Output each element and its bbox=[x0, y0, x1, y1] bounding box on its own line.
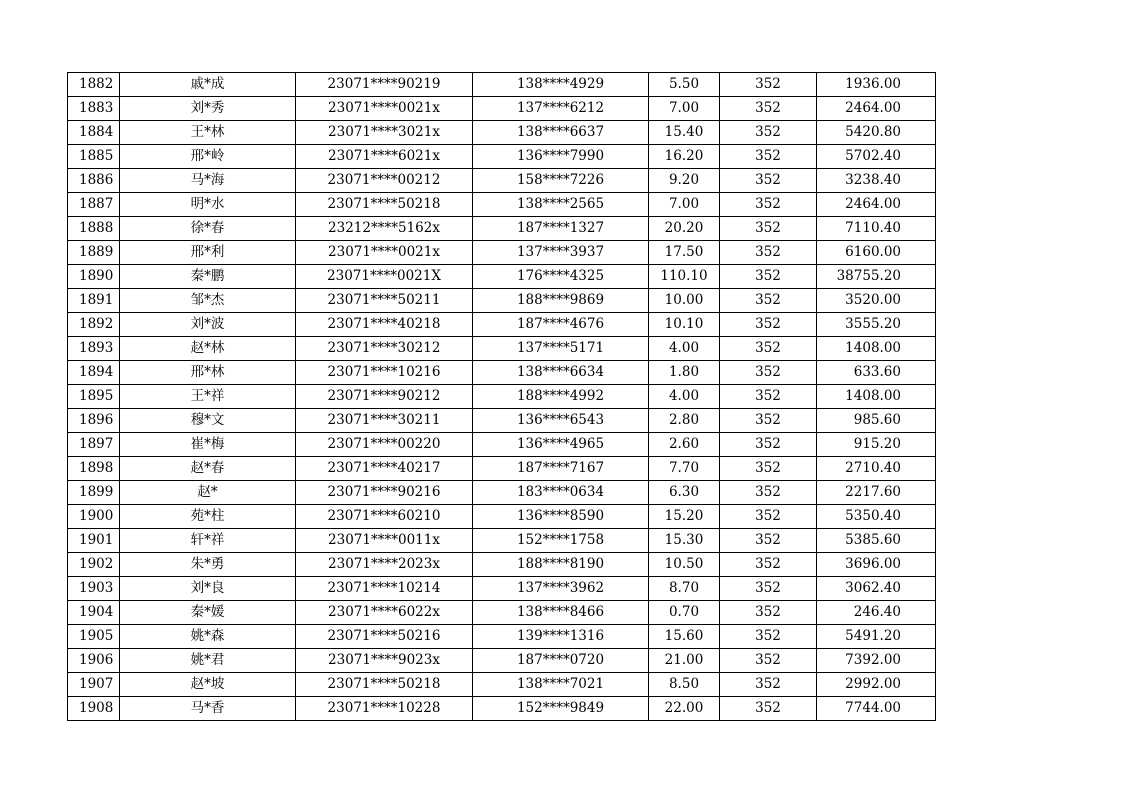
name-cell: 姚*森 bbox=[120, 625, 296, 649]
id-number-cell: 23071****0021X bbox=[296, 265, 473, 289]
unit-price-cell: 352 bbox=[720, 577, 817, 601]
table-row bbox=[68, 289, 936, 313]
unit-price-cell: 352 bbox=[720, 505, 817, 529]
id-number-cell: 23071****90216 bbox=[296, 481, 473, 505]
unit-price-cell: 352 bbox=[720, 457, 817, 481]
name-cell: 马*香 bbox=[120, 697, 296, 721]
id-number-cell: 23071****90219 bbox=[296, 73, 473, 97]
quantity-cell: 15.30 bbox=[649, 529, 720, 553]
table-row bbox=[68, 625, 936, 649]
row-number-cell: 1905 bbox=[68, 625, 120, 649]
row-number-cell: 1885 bbox=[68, 145, 120, 169]
row-number-cell: 1903 bbox=[68, 577, 120, 601]
id-number-cell: 23071****2023x bbox=[296, 553, 473, 577]
name-cell: 赵*林 bbox=[120, 337, 296, 361]
table-row bbox=[68, 73, 936, 97]
unit-price-cell: 352 bbox=[720, 217, 817, 241]
amount-cell: 3696.00 bbox=[817, 553, 936, 577]
quantity-cell: 2.80 bbox=[649, 409, 720, 433]
id-number-cell: 23071****00212 bbox=[296, 169, 473, 193]
unit-price-cell: 352 bbox=[720, 145, 817, 169]
amount-cell: 3555.20 bbox=[817, 313, 936, 337]
name-cell: 邹*杰 bbox=[120, 289, 296, 313]
amount-cell: 3062.40 bbox=[817, 577, 936, 601]
table-row bbox=[68, 241, 936, 265]
phone-cell: 139****1316 bbox=[473, 625, 649, 649]
phone-cell: 138****4929 bbox=[473, 73, 649, 97]
table-row bbox=[68, 649, 936, 673]
amount-cell: 2464.00 bbox=[817, 193, 936, 217]
table-row bbox=[68, 409, 936, 433]
id-number-cell: 23071****60210 bbox=[296, 505, 473, 529]
name-cell: 崔*梅 bbox=[120, 433, 296, 457]
name-cell: 穆*文 bbox=[120, 409, 296, 433]
phone-cell: 136****6543 bbox=[473, 409, 649, 433]
unit-price-cell: 352 bbox=[720, 697, 817, 721]
table-row bbox=[68, 673, 936, 697]
quantity-cell: 1.80 bbox=[649, 361, 720, 385]
row-number-cell: 1900 bbox=[68, 505, 120, 529]
quantity-cell: 15.60 bbox=[649, 625, 720, 649]
amount-cell: 2464.00 bbox=[817, 97, 936, 121]
quantity-cell: 110.10 bbox=[649, 265, 720, 289]
row-number-cell: 1886 bbox=[68, 169, 120, 193]
amount-cell: 3238.40 bbox=[817, 169, 936, 193]
name-cell: 秦*鹏 bbox=[120, 265, 296, 289]
unit-price-cell: 352 bbox=[720, 265, 817, 289]
id-number-cell: 23071****0021x bbox=[296, 241, 473, 265]
row-number-cell: 1902 bbox=[68, 553, 120, 577]
amount-cell: 38755.20 bbox=[817, 265, 936, 289]
id-number-cell: 23212****5162x bbox=[296, 217, 473, 241]
table-row bbox=[68, 145, 936, 169]
name-cell: 朱*勇 bbox=[120, 553, 296, 577]
phone-cell: 137****6212 bbox=[473, 97, 649, 121]
phone-cell: 137****3937 bbox=[473, 241, 649, 265]
id-number-cell: 23071****30212 bbox=[296, 337, 473, 361]
quantity-cell: 7.00 bbox=[649, 97, 720, 121]
table-row bbox=[68, 217, 936, 241]
quantity-cell: 10.10 bbox=[649, 313, 720, 337]
unit-price-cell: 352 bbox=[720, 601, 817, 625]
amount-cell: 633.60 bbox=[817, 361, 936, 385]
name-cell: 王*林 bbox=[120, 121, 296, 145]
row-number-cell: 1889 bbox=[68, 241, 120, 265]
amount-cell: 7744.00 bbox=[817, 697, 936, 721]
quantity-cell: 22.00 bbox=[649, 697, 720, 721]
phone-cell: 187****4676 bbox=[473, 313, 649, 337]
table-row bbox=[68, 601, 936, 625]
phone-cell: 158****7226 bbox=[473, 169, 649, 193]
id-number-cell: 23071****10228 bbox=[296, 697, 473, 721]
name-cell: 赵*春 bbox=[120, 457, 296, 481]
table-row bbox=[68, 385, 936, 409]
row-number-cell: 1895 bbox=[68, 385, 120, 409]
id-number-cell: 23071****0021x bbox=[296, 97, 473, 121]
phone-cell: 183****0634 bbox=[473, 481, 649, 505]
phone-cell: 176****4325 bbox=[473, 265, 649, 289]
row-number-cell: 1883 bbox=[68, 97, 120, 121]
row-number-cell: 1897 bbox=[68, 433, 120, 457]
table-row bbox=[68, 577, 936, 601]
quantity-cell: 4.00 bbox=[649, 337, 720, 361]
id-number-cell: 23071****10216 bbox=[296, 361, 473, 385]
table-row bbox=[68, 265, 936, 289]
row-number-cell: 1904 bbox=[68, 601, 120, 625]
name-cell: 明*水 bbox=[120, 193, 296, 217]
id-number-cell: 23071****0011x bbox=[296, 529, 473, 553]
phone-cell: 138****6634 bbox=[473, 361, 649, 385]
unit-price-cell: 352 bbox=[720, 553, 817, 577]
amount-cell: 985.60 bbox=[817, 409, 936, 433]
name-cell: 苑*柱 bbox=[120, 505, 296, 529]
id-number-cell: 23071****50218 bbox=[296, 673, 473, 697]
quantity-cell: 15.20 bbox=[649, 505, 720, 529]
quantity-cell: 4.00 bbox=[649, 385, 720, 409]
phone-cell: 187****1327 bbox=[473, 217, 649, 241]
id-number-cell: 23071****3021x bbox=[296, 121, 473, 145]
amount-cell: 6160.00 bbox=[817, 241, 936, 265]
quantity-cell: 16.20 bbox=[649, 145, 720, 169]
row-number-cell: 1884 bbox=[68, 121, 120, 145]
table-row bbox=[68, 433, 936, 457]
phone-cell: 187****7167 bbox=[473, 457, 649, 481]
quantity-cell: 10.00 bbox=[649, 289, 720, 313]
amount-cell: 915.20 bbox=[817, 433, 936, 457]
name-cell: 秦*媛 bbox=[120, 601, 296, 625]
table-row bbox=[68, 553, 936, 577]
row-number-cell: 1887 bbox=[68, 193, 120, 217]
name-cell: 邢*林 bbox=[120, 361, 296, 385]
unit-price-cell: 352 bbox=[720, 625, 817, 649]
amount-cell: 7392.00 bbox=[817, 649, 936, 673]
id-number-cell: 23071****6022x bbox=[296, 601, 473, 625]
table-row bbox=[68, 457, 936, 481]
table-row bbox=[68, 97, 936, 121]
unit-price-cell: 352 bbox=[720, 289, 817, 313]
amount-cell: 1408.00 bbox=[817, 337, 936, 361]
quantity-cell: 20.20 bbox=[649, 217, 720, 241]
quantity-cell: 10.50 bbox=[649, 553, 720, 577]
quantity-cell: 21.00 bbox=[649, 649, 720, 673]
quantity-cell: 9.20 bbox=[649, 169, 720, 193]
unit-price-cell: 352 bbox=[720, 97, 817, 121]
amount-cell: 2710.40 bbox=[817, 457, 936, 481]
unit-price-cell: 352 bbox=[720, 673, 817, 697]
id-number-cell: 23071****50216 bbox=[296, 625, 473, 649]
phone-cell: 187****0720 bbox=[473, 649, 649, 673]
unit-price-cell: 352 bbox=[720, 361, 817, 385]
unit-price-cell: 352 bbox=[720, 121, 817, 145]
phone-cell: 136****4965 bbox=[473, 433, 649, 457]
id-number-cell: 23071****90212 bbox=[296, 385, 473, 409]
name-cell: 姚*君 bbox=[120, 649, 296, 673]
table-body bbox=[68, 73, 936, 721]
table-row bbox=[68, 529, 936, 553]
quantity-cell: 6.30 bbox=[649, 481, 720, 505]
name-cell: 刘*秀 bbox=[120, 97, 296, 121]
quantity-cell: 17.50 bbox=[649, 241, 720, 265]
name-cell: 戚*成 bbox=[120, 73, 296, 97]
amount-cell: 3520.00 bbox=[817, 289, 936, 313]
table-row bbox=[68, 193, 936, 217]
row-number-cell: 1890 bbox=[68, 265, 120, 289]
phone-cell: 138****2565 bbox=[473, 193, 649, 217]
id-number-cell: 23071****50218 bbox=[296, 193, 473, 217]
phone-cell: 136****8590 bbox=[473, 505, 649, 529]
phone-cell: 188****9869 bbox=[473, 289, 649, 313]
name-cell: 马*海 bbox=[120, 169, 296, 193]
unit-price-cell: 352 bbox=[720, 385, 817, 409]
phone-cell: 188****8190 bbox=[473, 553, 649, 577]
row-number-cell: 1891 bbox=[68, 289, 120, 313]
amount-cell: 1936.00 bbox=[817, 73, 936, 97]
row-number-cell: 1896 bbox=[68, 409, 120, 433]
name-cell: 刘*良 bbox=[120, 577, 296, 601]
table-row bbox=[68, 361, 936, 385]
phone-cell: 137****3962 bbox=[473, 577, 649, 601]
id-number-cell: 23071****00220 bbox=[296, 433, 473, 457]
name-cell: 刘*波 bbox=[120, 313, 296, 337]
id-number-cell: 23071****10214 bbox=[296, 577, 473, 601]
table-row bbox=[68, 697, 936, 721]
table-row bbox=[68, 313, 936, 337]
id-number-cell: 23071****40217 bbox=[296, 457, 473, 481]
amount-cell: 2217.60 bbox=[817, 481, 936, 505]
amount-cell: 2992.00 bbox=[817, 673, 936, 697]
phone-cell: 138****6637 bbox=[473, 121, 649, 145]
amount-cell: 5350.40 bbox=[817, 505, 936, 529]
phone-cell: 138****8466 bbox=[473, 601, 649, 625]
id-number-cell: 23071****9023x bbox=[296, 649, 473, 673]
quantity-cell: 15.40 bbox=[649, 121, 720, 145]
name-cell: 徐*春 bbox=[120, 217, 296, 241]
amount-cell: 246.40 bbox=[817, 601, 936, 625]
unit-price-cell: 352 bbox=[720, 409, 817, 433]
amount-cell: 5385.60 bbox=[817, 529, 936, 553]
phone-cell: 152****1758 bbox=[473, 529, 649, 553]
row-number-cell: 1893 bbox=[68, 337, 120, 361]
quantity-cell: 5.50 bbox=[649, 73, 720, 97]
quantity-cell: 7.70 bbox=[649, 457, 720, 481]
row-number-cell: 1908 bbox=[68, 697, 120, 721]
row-number-cell: 1901 bbox=[68, 529, 120, 553]
row-number-cell: 1882 bbox=[68, 73, 120, 97]
row-number-cell: 1898 bbox=[68, 457, 120, 481]
name-cell: 邢*岭 bbox=[120, 145, 296, 169]
unit-price-cell: 352 bbox=[720, 169, 817, 193]
unit-price-cell: 352 bbox=[720, 313, 817, 337]
name-cell: 王*祥 bbox=[120, 385, 296, 409]
quantity-cell: 2.60 bbox=[649, 433, 720, 457]
unit-price-cell: 352 bbox=[720, 241, 817, 265]
phone-cell: 137****5171 bbox=[473, 337, 649, 361]
table-row bbox=[68, 121, 936, 145]
unit-price-cell: 352 bbox=[720, 481, 817, 505]
name-cell: 赵* bbox=[120, 481, 296, 505]
id-number-cell: 23071****6021x bbox=[296, 145, 473, 169]
row-number-cell: 1906 bbox=[68, 649, 120, 673]
amount-cell: 7110.40 bbox=[817, 217, 936, 241]
row-number-cell: 1892 bbox=[68, 313, 120, 337]
quantity-cell: 8.50 bbox=[649, 673, 720, 697]
row-number-cell: 1907 bbox=[68, 673, 120, 697]
amount-cell: 5702.40 bbox=[817, 145, 936, 169]
quantity-cell: 8.70 bbox=[649, 577, 720, 601]
unit-price-cell: 352 bbox=[720, 193, 817, 217]
id-number-cell: 23071****50211 bbox=[296, 289, 473, 313]
id-number-cell: 23071****40218 bbox=[296, 313, 473, 337]
name-cell: 轩*祥 bbox=[120, 529, 296, 553]
row-number-cell: 1894 bbox=[68, 361, 120, 385]
unit-price-cell: 352 bbox=[720, 337, 817, 361]
table-row bbox=[68, 505, 936, 529]
table-row bbox=[68, 337, 936, 361]
amount-cell: 1408.00 bbox=[817, 385, 936, 409]
data-table bbox=[67, 72, 936, 721]
quantity-cell: 7.00 bbox=[649, 193, 720, 217]
unit-price-cell: 352 bbox=[720, 73, 817, 97]
amount-cell: 5491.20 bbox=[817, 625, 936, 649]
phone-cell: 138****7021 bbox=[473, 673, 649, 697]
phone-cell: 136****7990 bbox=[473, 145, 649, 169]
quantity-cell: 0.70 bbox=[649, 601, 720, 625]
unit-price-cell: 352 bbox=[720, 649, 817, 673]
row-number-cell: 1888 bbox=[68, 217, 120, 241]
name-cell: 邢*利 bbox=[120, 241, 296, 265]
unit-price-cell: 352 bbox=[720, 529, 817, 553]
amount-cell: 5420.80 bbox=[817, 121, 936, 145]
table-row bbox=[68, 481, 936, 505]
unit-price-cell: 352 bbox=[720, 433, 817, 457]
phone-cell: 188****4992 bbox=[473, 385, 649, 409]
id-number-cell: 23071****30211 bbox=[296, 409, 473, 433]
name-cell: 赵*坡 bbox=[120, 673, 296, 697]
row-number-cell: 1899 bbox=[68, 481, 120, 505]
phone-cell: 152****9849 bbox=[473, 697, 649, 721]
table-row bbox=[68, 169, 936, 193]
